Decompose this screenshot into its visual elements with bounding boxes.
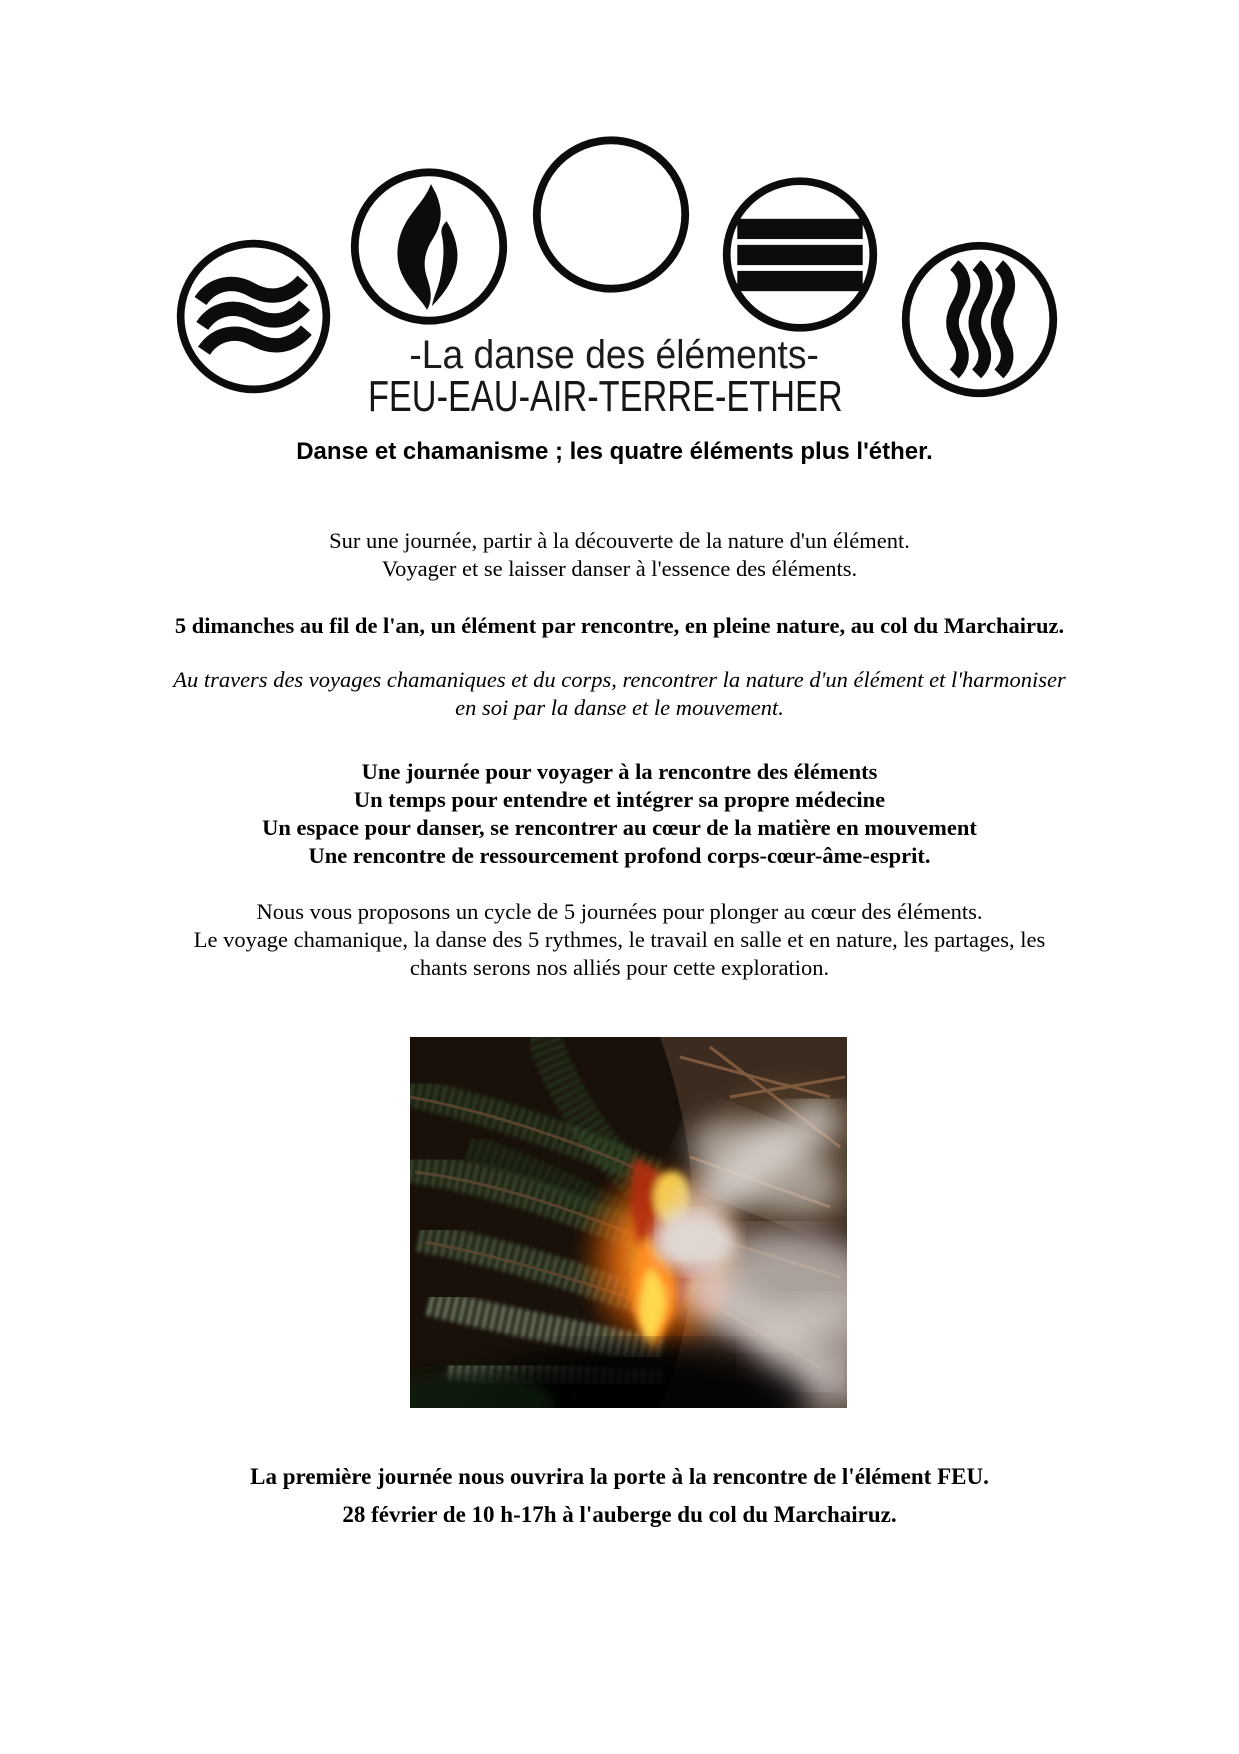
text-line: Sur une journée, partir à la découverte de la nature d'un élément. <box>329 528 910 553</box>
flame-icon <box>346 163 512 330</box>
offering-block <box>0 758 1239 870</box>
logo-elements-line <box>0 372 1225 422</box>
text-line: Un espace pour danser, se rencontrer au cœur de la matière en mouvement <box>262 815 977 840</box>
logo-elements-text: FEU-EAU-AIR-TERRE-ETHER <box>368 372 843 421</box>
logo-title-text: -La danse des éléments- <box>409 333 820 377</box>
text-line: Voyager et se laisser danser à l'essence des éléments. <box>381 556 858 581</box>
italic-note <box>0 666 1239 722</box>
text-line: Un temps pour entendre et intégrer sa propre médecine <box>353 787 886 812</box>
text-line: Le voyage chamanique, la danse des 5 rythmes, le travail en salle et en nature, les partages, les <box>193 927 1046 952</box>
photo-figure <box>410 1037 847 1408</box>
text-line: chants serons nos alliés pour cette exploration. <box>409 955 830 980</box>
description-block <box>0 898 1239 982</box>
text-line: Une journée pour voyager à la rencontre des éléments <box>361 759 878 784</box>
text-line: Nous vous proposons un cycle de 5 journées pour plonger au cœur des éléments. <box>256 899 983 924</box>
highlight-line: 5 dimanches au fil de l'an, un élément par rencontre, en pleine nature, au col du Marchairuz. <box>174 613 1065 638</box>
text-line: Au travers des voyages chamaniques et du corps, rencontrer la nature d'un élément et l'harmoniser <box>173 667 1066 692</box>
fire-photo <box>410 1037 847 1408</box>
text-line: Une rencontre de ressourcement profond corps-cœur-âme-esprit. <box>308 843 931 868</box>
text-line: en soi par la danse et le mouvement. <box>455 695 784 720</box>
text-line: 28 février de 10 h-17h à l'auberge du col du Marchairuz. <box>342 1502 897 1527</box>
intro-paragraph <box>0 527 1239 583</box>
text-line: La première journée nous ouvrira la porte à la rencontre de l'élément FEU. <box>250 1464 989 1489</box>
empty-circle-icon <box>528 131 694 298</box>
horizontal-bars-icon <box>718 171 882 338</box>
footer-block <box>0 1458 1239 1534</box>
tagline: Danse et chamanisme ; les quatre éléments plus l'éther. <box>296 438 933 465</box>
